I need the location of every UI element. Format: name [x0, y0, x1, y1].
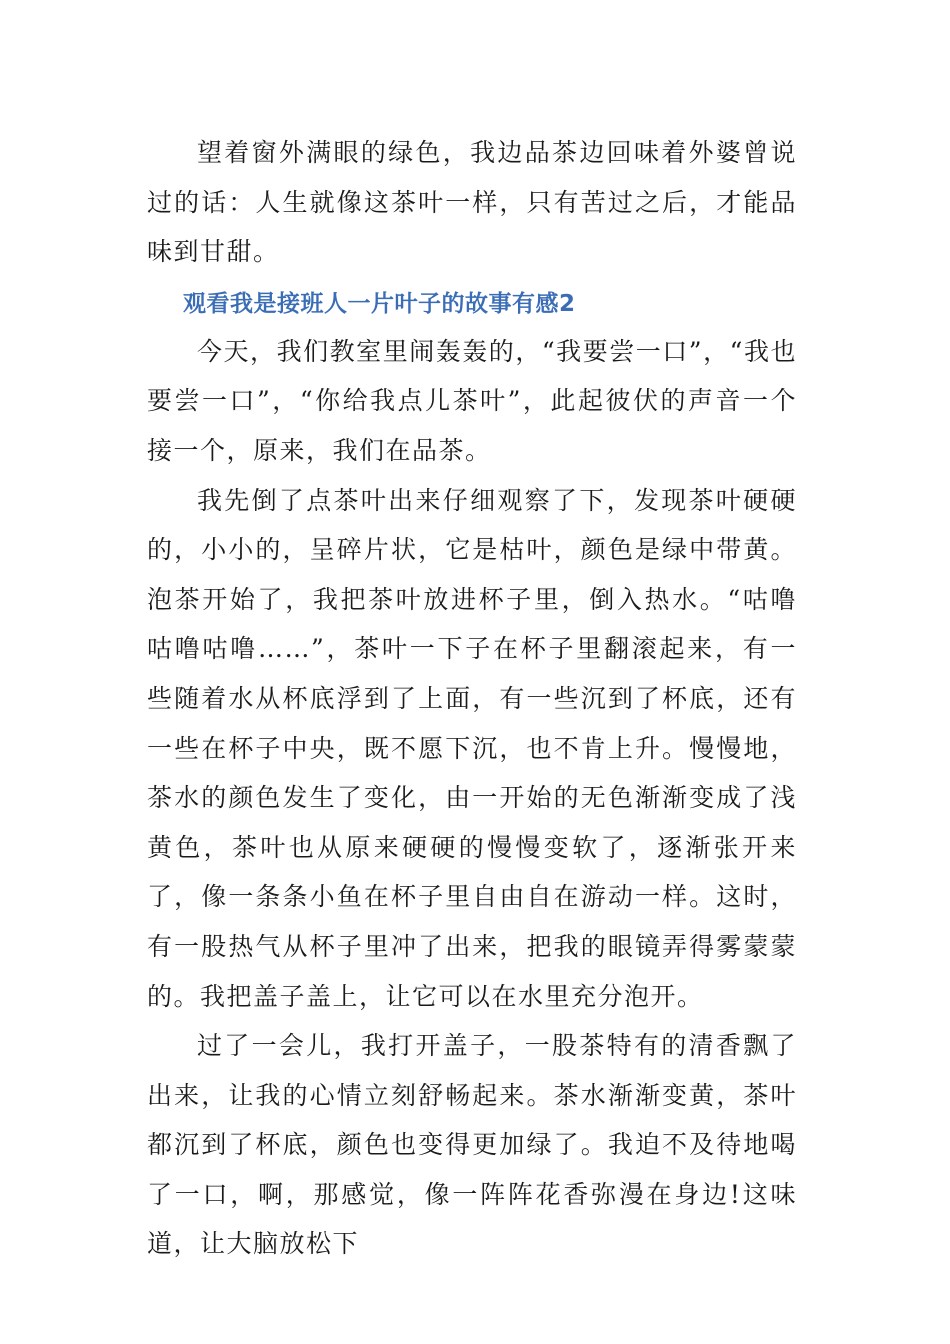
- document-body: [147, 128, 797, 1269]
- paragraph-1: 今天，我们教室里闹轰轰的，“我要尝一口”，“我也要尝一口”，“你给我点儿茶叶”，此起彼伏的声音一个接一个，原来，我们在品茶。: [147, 336, 797, 465]
- section-heading: 观看我是接班人一片叶子的故事有感2: [183, 290, 576, 317]
- paragraph-3: 过了一会儿，我打开盖子，一股茶特有的清香飘了出来，让我的心情立刻舒畅起来。茶水渐渐变黄，茶叶都沉到了杯底，颜色也变得更加绿了。我迫不及待地喝了一口，啊，那感觉，像一阵阵花香弥漫在身边!这味道，让大脑放松下: [147, 1031, 797, 1259]
- paragraph-2: 我先倒了点茶叶出来仔细观察了下，发现茶叶硬硬的，小小的，呈碎片状，它是枯叶，颜色是绿中带黄。泡茶开始了，我把茶叶放进杯子里，倒入热水。“咕噜咕噜咕噜……”，茶叶一下子在杯子里翻滚起来，有一些随着水从杯底浮到了上面，有一些沉到了杯底，还有一些在杯子中央，既不愿下沉，也不肯上升。慢慢地，茶水的颜色发生了变化，由一开始的无色渐渐变成了浅黄色，茶叶也从原来硬硬的慢慢变软了，逐渐张开来了，像一条条小鱼在杯子里自由自在游动一样。这时，有一股热气从杯子里冲了出来，把我的眼镜弄得雾蒙蒙的。我把盖子盖上，让它可以在水里充分泡开。: [147, 485, 797, 1011]
- paragraph-intro: 望着窗外满眼的绿色，我边品茶边回味着外婆曾说过的话：人生就像这茶叶一样，只有苦过之后，才能品味到甘甜。: [147, 138, 797, 267]
